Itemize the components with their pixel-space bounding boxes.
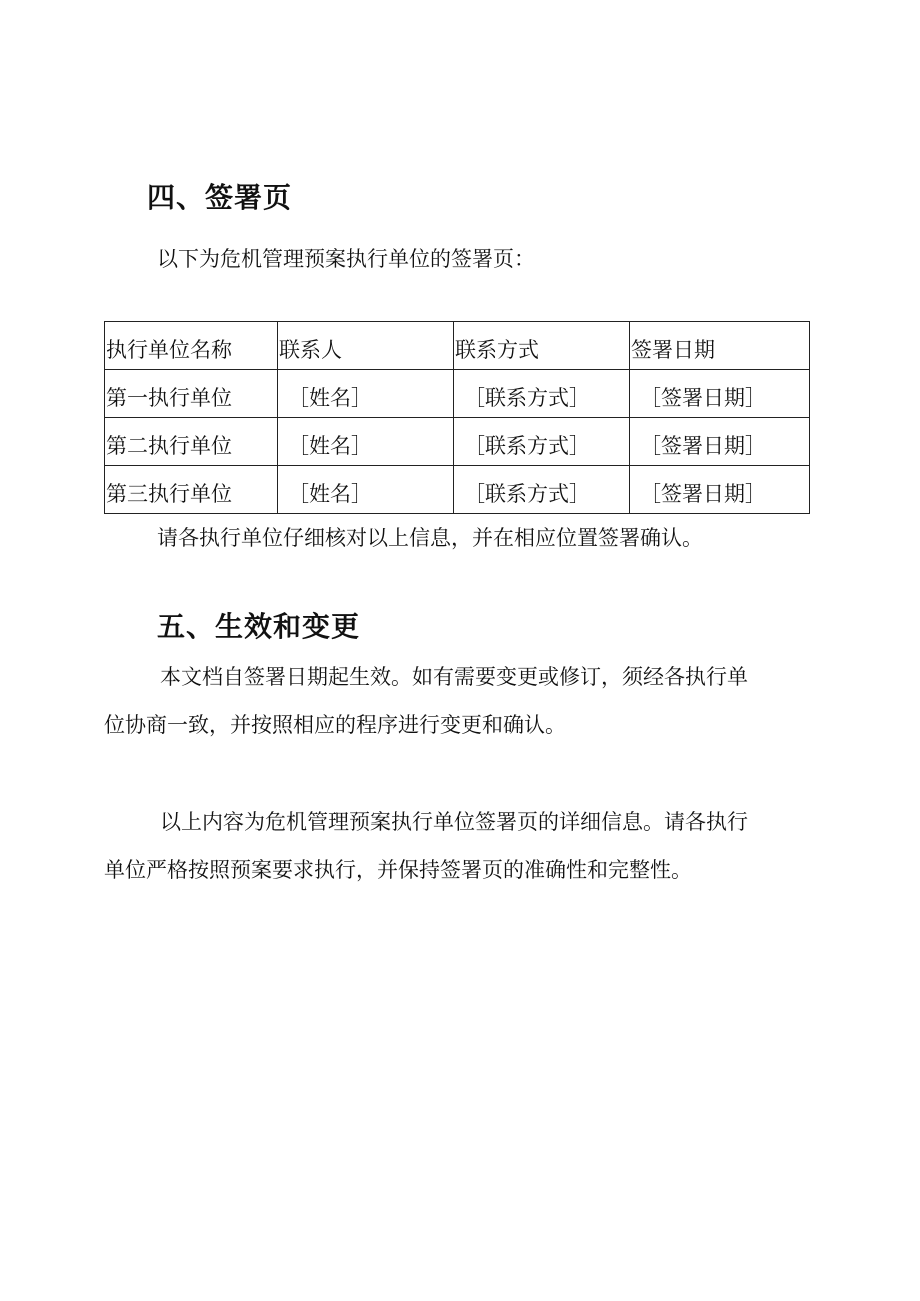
unit-name-cell: 第二执行单位 [105, 418, 278, 466]
section-4-title: 四、签署页 [147, 181, 293, 214]
sign-date-cell: ［签署日期］ [630, 466, 810, 514]
contact-method-cell: ［联系方式］ [454, 418, 630, 466]
table-row [105, 370, 810, 418]
section-5-title: 五、生效和变更 [157, 610, 361, 643]
header-contact-method: 联系方式 [454, 322, 630, 370]
unit-name-cell: 第三执行单位 [105, 466, 278, 514]
signature-table [104, 321, 810, 514]
table-row [105, 466, 810, 514]
contact-person-cell: ［姓名］ [278, 466, 454, 514]
effect-paragraph-line-2: 位协商一致，并按照相应的程序进行变更和确认。 [104, 713, 566, 737]
closing-paragraph-line-2: 单位严格按照预案要求执行，并保持签署页的准确性和完整性。 [104, 858, 692, 882]
contact-method-cell: ［联系方式］ [454, 370, 630, 418]
table-row [105, 418, 810, 466]
section-4-note: 请各执行单位仔细核对以上信息，并在相应位置签署确认。 [157, 526, 703, 550]
sign-date-cell: ［签署日期］ [630, 370, 810, 418]
section-4-intro: 以下为危机管理预案执行单位的签署页： [157, 247, 535, 271]
table-header-row [105, 322, 810, 370]
contact-person-cell: ［姓名］ [278, 370, 454, 418]
header-contact-person: 联系人 [278, 322, 454, 370]
closing-paragraph-line-1: 以上内容为危机管理预案执行单位签署页的详细信息。请各执行 [160, 810, 748, 834]
header-sign-date: 签署日期 [630, 322, 810, 370]
contact-person-cell: ［姓名］ [278, 418, 454, 466]
header-unit-name: 执行单位名称 [105, 322, 278, 370]
unit-name-cell: 第一执行单位 [105, 370, 278, 418]
contact-method-cell: ［联系方式］ [454, 466, 630, 514]
effect-paragraph-line-1: 本文档自签署日期起生效。如有需要变更或修订，须经各执行单 [160, 665, 748, 689]
sign-date-cell: ［签署日期］ [630, 418, 810, 466]
